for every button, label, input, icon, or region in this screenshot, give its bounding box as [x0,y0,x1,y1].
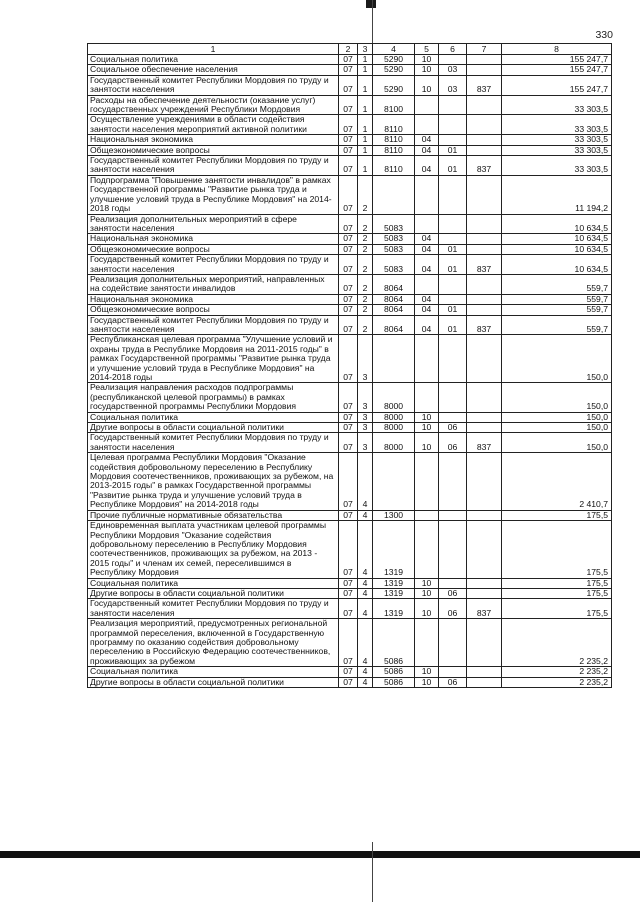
program-code: 07 [339,588,358,598]
program-code: 07 [339,145,358,155]
ministry-code: 837 [467,433,502,453]
expense-code: 5083 [373,244,415,254]
ministry-code [467,305,502,315]
page-number: 330 [595,29,613,41]
expense-code [373,335,415,383]
expense-code: 8064 [373,294,415,304]
program-code: 07 [339,412,358,422]
expense-code [373,453,415,510]
program-code: 07 [339,619,358,667]
subsection-code [439,383,467,412]
subprogram-code: 3 [358,423,373,433]
table-row [88,677,612,687]
expense-code: 5083 [373,214,415,234]
program-code: 07 [339,244,358,254]
table-row [88,274,612,294]
ministry-code: 837 [467,599,502,619]
ministry-code [467,244,502,254]
ministry-code [467,619,502,667]
row-name: Реализация мероприятий, предусмотренных региональной программой переселения, включенной в Государственную программу по оказанию содействия добровольному переселению в Российскую Федерацию соотечественников, проживающих за рубежом [88,619,339,667]
subsection-code [439,578,467,588]
row-name: Общеэкономические вопросы [88,305,339,315]
subprogram-code: 4 [358,619,373,667]
row-name: Другие вопросы в области социальной политики [88,677,339,687]
section-code: 10 [415,578,439,588]
scan-line-top [372,0,373,45]
subsection-code [439,412,467,422]
program-code: 07 [339,510,358,520]
subprogram-code: 4 [358,453,373,510]
ministry-code [467,588,502,598]
subsection-code [439,55,467,65]
ministry-code: 837 [467,255,502,275]
row-name: Общеэкономические вопросы [88,244,339,254]
subprogram-code: 2 [358,175,373,214]
amount: 2 235,2 [502,667,612,677]
expense-code [373,175,415,214]
table-row [88,75,612,95]
amount: 175,5 [502,599,612,619]
subprogram-code: 4 [358,677,373,687]
program-code: 07 [339,214,358,234]
table-row [88,55,612,65]
ministry-code [467,677,502,687]
row-name: Национальная экономика [88,294,339,304]
ministry-code: 837 [467,156,502,176]
section-code: 04 [415,156,439,176]
program-code: 07 [339,453,358,510]
table-row [88,95,612,115]
section-code [415,214,439,234]
program-code: 07 [339,255,358,275]
subprogram-code: 2 [358,315,373,335]
section-code: 04 [415,135,439,145]
row-name: Государственный комитет Республики Мордовия по труду и занятости населения [88,433,339,453]
subprogram-code: 1 [358,156,373,176]
ministry-code [467,521,502,578]
expense-code: 8000 [373,412,415,422]
row-name: Государственный комитет Республики Мордовия по труду и занятости населения [88,156,339,176]
row-name: Государственный комитет Республики Мордовия по труду и занятости населения [88,255,339,275]
amount: 10 634,5 [502,255,612,275]
table-header-row [88,44,612,55]
amount: 33 303,5 [502,135,612,145]
subprogram-code: 2 [358,274,373,294]
subsection-code: 06 [439,423,467,433]
subsection-code [439,95,467,115]
subsection-code [439,274,467,294]
section-code [415,619,439,667]
subprogram-code: 2 [358,305,373,315]
ministry-code [467,95,502,115]
program-code: 07 [339,315,358,335]
subsection-code: 06 [439,588,467,598]
subprogram-code: 3 [358,412,373,422]
row-name: Расходы на обеспечение деятельности (оказание услуг) государственных учреждений Республики Мордовия [88,95,339,115]
subprogram-code: 4 [358,667,373,677]
row-name: Социальное обеспечение населения [88,65,339,75]
section-code: 10 [415,75,439,95]
amount: 155 247,7 [502,65,612,75]
subprogram-code: 4 [358,521,373,578]
program-code: 07 [339,175,358,214]
amount: 175,5 [502,521,612,578]
ministry-code [467,135,502,145]
section-code [415,175,439,214]
program-code: 07 [339,305,358,315]
amount: 150,0 [502,412,612,422]
table-row [88,175,612,214]
row-name: Социальная политика [88,667,339,677]
row-name: Государственный комитет Республики Мордовия по труду и занятости населения [88,75,339,95]
section-code [415,274,439,294]
subsection-code [439,667,467,677]
subprogram-code: 1 [358,95,373,115]
table-row [88,115,612,135]
subprogram-code: 1 [358,65,373,75]
ministry-code [467,383,502,412]
scan-mark-top [366,0,376,8]
row-name: Национальная экономика [88,135,339,145]
program-code: 07 [339,667,358,677]
expense-code: 5290 [373,75,415,95]
program-code: 07 [339,383,358,412]
section-code: 04 [415,294,439,304]
col-header: 6 [439,44,467,55]
section-code: 04 [415,315,439,335]
table-row [88,599,612,619]
table-row [88,244,612,254]
subsection-code: 06 [439,433,467,453]
subsection-code [439,453,467,510]
ministry-code [467,510,502,520]
subsection-code: 01 [439,156,467,176]
subprogram-code: 4 [358,588,373,598]
ministry-code [467,274,502,294]
expense-code: 8064 [373,305,415,315]
section-code: 04 [415,305,439,315]
subsection-code: 03 [439,75,467,95]
ministry-code [467,667,502,677]
section-code [415,521,439,578]
section-code: 10 [415,667,439,677]
amount: 10 634,5 [502,244,612,254]
ministry-code: 837 [467,75,502,95]
section-code: 10 [415,65,439,75]
scan-bar-bottom [0,851,640,858]
row-name: Государственный комитет Республики Мордовия по труду и занятости населения [88,315,339,335]
expense-code: 5083 [373,234,415,244]
table-row [88,578,612,588]
ministry-code [467,423,502,433]
ministry-code [467,234,502,244]
subprogram-code: 2 [358,234,373,244]
expense-code: 8064 [373,315,415,335]
section-code: 04 [415,234,439,244]
subprogram-code: 2 [358,294,373,304]
subsection-code [439,335,467,383]
amount: 175,5 [502,588,612,598]
amount: 33 303,5 [502,156,612,176]
expense-code: 8100 [373,95,415,115]
ministry-code [467,294,502,304]
section-code: 10 [415,677,439,687]
table-row [88,65,612,75]
amount: 10 634,5 [502,234,612,244]
section-code: 10 [415,423,439,433]
ministry-code: 837 [467,315,502,335]
section-code [415,453,439,510]
amount: 175,5 [502,578,612,588]
subprogram-code: 1 [358,145,373,155]
subprogram-code: 1 [358,75,373,95]
subsection-code: 03 [439,65,467,75]
program-code: 07 [339,234,358,244]
table-body [88,55,612,688]
amount: 155 247,7 [502,55,612,65]
table-row [88,255,612,275]
section-code: 04 [415,255,439,275]
expense-code: 8110 [373,115,415,135]
section-code: 10 [415,433,439,453]
ministry-code [467,175,502,214]
table-row [88,156,612,176]
section-code: 10 [415,412,439,422]
program-code: 07 [339,423,358,433]
expense-code: 8110 [373,145,415,155]
subsection-code [439,214,467,234]
subsection-code [439,510,467,520]
col-header: 5 [415,44,439,55]
subsection-code [439,234,467,244]
budget-table [87,43,612,688]
row-name: Единовременная выплата участникам целевой программы Республики Мордовия "Оказание содействия добровольному переселению в Республику Мордовия соотечественников, проживающих за рубежом, на 2013 - 2015 годы" и членам их семей, переселившимся в Республику Мордовия [88,521,339,578]
col-header: 1 [88,44,339,55]
amount: 2 410,7 [502,453,612,510]
amount: 150,0 [502,383,612,412]
table-row [88,335,612,383]
row-name: Целевая программа Республики Мордовия "Оказание содействия добровольному переселению в Республику Мордовия соотечественников, проживающих за рубежом, на 2013-2015 годы" в рамках Государственной программы "Развитие рынка труда и улучшение условий труда в Республике Мордовия" на 2014-2018 годы [88,453,339,510]
row-name: Реализация направления расходов подпрограммы (республиканской целевой программы) в рамках государственной программы Республики Мордовия [88,383,339,412]
amount: 10 634,5 [502,214,612,234]
row-name: Социальная политика [88,412,339,422]
row-name: Республиканская целевая программа "Улучшение условий и охраны труда в Республике Мордовия на 2011-2015 годы" в рамках Государственной программы "Развитие рынка труда и улучшение условий труда в Республике Мордовия" на 2014-2018 годы [88,335,339,383]
expense-code: 8000 [373,433,415,453]
row-name: Другие вопросы в области социальной политики [88,423,339,433]
expense-code: 5290 [373,55,415,65]
subprogram-code: 2 [358,214,373,234]
section-code [415,335,439,383]
table-row [88,510,612,520]
row-name: Прочие публичные нормативные обязательства [88,510,339,520]
table-row [88,453,612,510]
expense-code: 5083 [373,255,415,275]
subsection-code [439,175,467,214]
row-name: Осуществление учреждениями в области содействия занятости населения мероприятий активной политики [88,115,339,135]
amount: 150,0 [502,423,612,433]
ministry-code [467,145,502,155]
subsection-code [439,294,467,304]
table-row [88,412,612,422]
subsection-code: 06 [439,599,467,619]
subprogram-code: 3 [358,433,373,453]
ministry-code [467,453,502,510]
section-code: 04 [415,145,439,155]
program-code: 07 [339,274,358,294]
row-name: Другие вопросы в области социальной политики [88,588,339,598]
expense-code: 8110 [373,135,415,145]
row-name: Государственный комитет Республики Мордовия по труду и занятости населения [88,599,339,619]
program-code: 07 [339,65,358,75]
table-row [88,234,612,244]
subsection-code: 01 [439,305,467,315]
expense-code: 1319 [373,578,415,588]
table-row [88,423,612,433]
ministry-code [467,115,502,135]
section-code: 10 [415,599,439,619]
program-code: 07 [339,156,358,176]
table-row [88,521,612,578]
subsection-code: 01 [439,315,467,335]
subsection-code: 01 [439,145,467,155]
row-name: Социальная политика [88,55,339,65]
subsection-code [439,115,467,135]
expense-code: 5290 [373,65,415,75]
amount: 150,0 [502,433,612,453]
ministry-code [467,578,502,588]
table-row [88,214,612,234]
expense-code: 8000 [373,383,415,412]
expense-code: 1319 [373,521,415,578]
row-name: Национальная экономика [88,234,339,244]
section-code [415,115,439,135]
subprogram-code: 2 [358,244,373,254]
expense-code: 8110 [373,156,415,176]
program-code: 07 [339,115,358,135]
amount: 33 303,5 [502,145,612,155]
program-code: 07 [339,599,358,619]
program-code: 07 [339,75,358,95]
amount: 559,7 [502,274,612,294]
table-row [88,667,612,677]
subprogram-code: 4 [358,599,373,619]
program-code: 07 [339,55,358,65]
section-code [415,510,439,520]
expense-code: 5086 [373,619,415,667]
subprogram-code: 3 [358,383,373,412]
amount: 175,5 [502,510,612,520]
expense-code: 1319 [373,588,415,598]
ministry-code [467,55,502,65]
scan-line-bottom [372,842,373,902]
program-code: 07 [339,433,358,453]
program-code: 07 [339,294,358,304]
ministry-code [467,65,502,75]
table-row [88,305,612,315]
col-header: 7 [467,44,502,55]
subprogram-code: 3 [358,335,373,383]
subsection-code: 01 [439,244,467,254]
program-code: 07 [339,578,358,588]
col-header: 8 [502,44,612,55]
program-code: 07 [339,135,358,145]
expense-code: 5086 [373,677,415,687]
amount: 33 303,5 [502,95,612,115]
program-code: 07 [339,521,358,578]
table-row [88,433,612,453]
subprogram-code: 4 [358,578,373,588]
subsection-code [439,619,467,667]
ministry-code [467,214,502,234]
ministry-code [467,412,502,422]
expense-code: 5086 [373,667,415,677]
amount: 559,7 [502,305,612,315]
subprogram-code: 1 [358,55,373,65]
amount: 559,7 [502,315,612,335]
subprogram-code: 1 [358,135,373,145]
ministry-code [467,335,502,383]
row-name: Социальная политика [88,578,339,588]
section-code: 10 [415,588,439,598]
amount: 11 194,2 [502,175,612,214]
table-row [88,619,612,667]
program-code: 07 [339,95,358,115]
program-code: 07 [339,335,358,383]
col-header: 2 [339,44,358,55]
expense-code: 8000 [373,423,415,433]
section-code [415,383,439,412]
amount: 155 247,7 [502,75,612,95]
amount: 559,7 [502,294,612,304]
expense-code: 1319 [373,599,415,619]
section-code: 10 [415,55,439,65]
subsection-code: 01 [439,255,467,275]
table-row [88,135,612,145]
amount: 2 235,2 [502,619,612,667]
subsection-code: 06 [439,677,467,687]
table-row [88,145,612,155]
row-name: Реализация дополнительных мероприятий в сфере занятости населения [88,214,339,234]
subprogram-code: 2 [358,255,373,275]
subsection-code [439,521,467,578]
col-header: 3 [358,44,373,55]
section-code [415,95,439,115]
table-row [88,294,612,304]
col-header: 4 [373,44,415,55]
subsection-code [439,135,467,145]
subprogram-code: 1 [358,115,373,135]
table-row [88,315,612,335]
row-name: Подпрограмма "Повышение занятости инвалидов" в рамках Государственной программы "Развитие рынка труда и улучшение условий труда в Республике Мордовия" на 2014-2018 годы [88,175,339,214]
subprogram-code: 4 [358,510,373,520]
section-code: 04 [415,244,439,254]
row-name: Реализация дополнительных мероприятий, направленных на содействие занятости инвалидов [88,274,339,294]
expense-code: 1300 [373,510,415,520]
amount: 33 303,5 [502,115,612,135]
amount: 150,0 [502,335,612,383]
row-name: Общеэкономические вопросы [88,145,339,155]
amount: 2 235,2 [502,677,612,687]
table-row [88,383,612,412]
table-row [88,588,612,598]
program-code: 07 [339,677,358,687]
expense-code: 8064 [373,274,415,294]
